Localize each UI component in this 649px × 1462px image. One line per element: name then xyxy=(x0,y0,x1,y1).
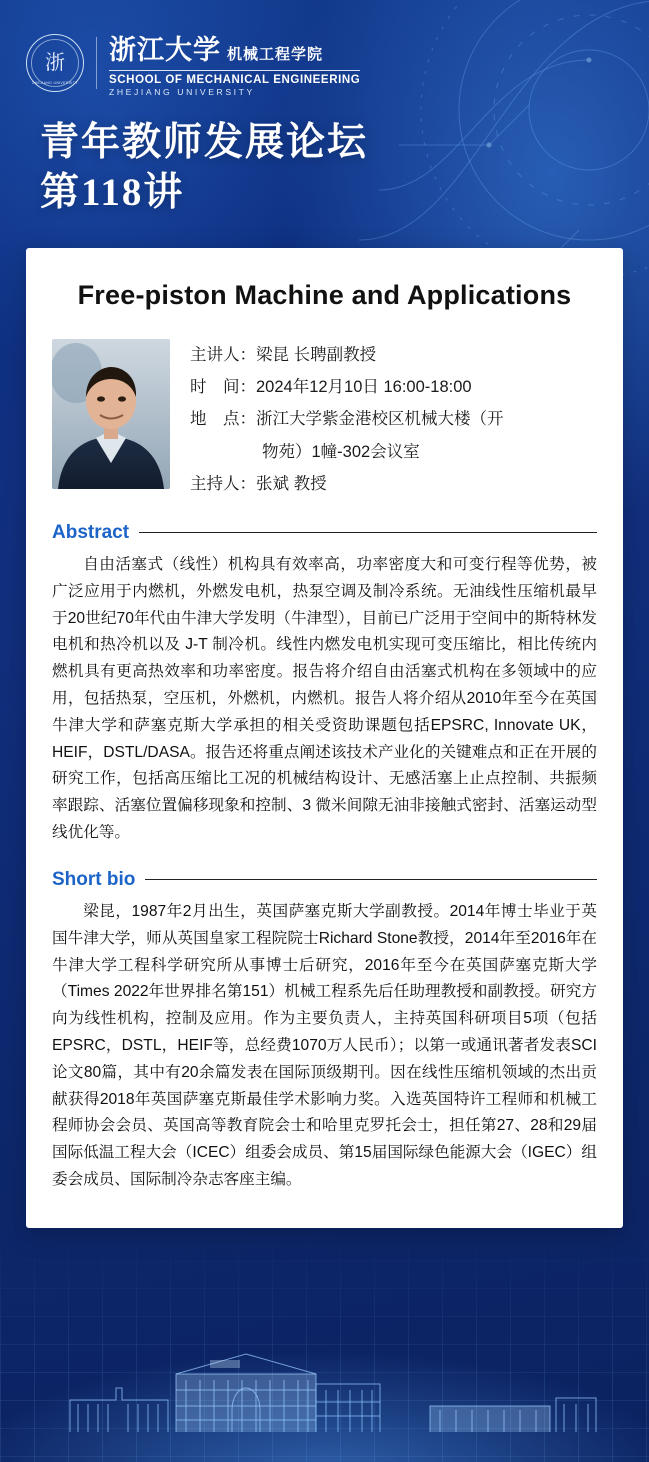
school-name-cn: 机械工程学院 xyxy=(227,46,324,63)
bottom-glow xyxy=(0,1312,649,1462)
meta-speaker xyxy=(190,339,597,371)
meta-time xyxy=(190,371,597,403)
university-logo xyxy=(26,28,360,97)
host-label: 主持人： xyxy=(190,474,256,493)
seal-ring-text: ZHEJIANG UNIVERSITY xyxy=(32,80,78,85)
talk-meta xyxy=(190,339,597,500)
university-name-en: ZHEJIANG UNIVERSITY xyxy=(109,87,255,97)
time-label: 时 间： xyxy=(190,378,256,397)
short-bio-heading: Short bio xyxy=(52,868,136,890)
meta-place xyxy=(190,403,597,435)
content-card xyxy=(26,248,623,1228)
heading-rule xyxy=(145,879,597,880)
series-title-line2: 第118讲 xyxy=(40,170,185,214)
place-label: 地 点： xyxy=(190,410,256,429)
time-value: 2024年12月10日 16:00-18:00 xyxy=(256,378,472,397)
speaker-value: 梁昆 长聘副教授 xyxy=(256,346,377,365)
place-value-line1: 浙江大学紫金港校区机械大楼（开 xyxy=(256,410,504,429)
speaker-portrait xyxy=(52,339,170,489)
talk-title: Free-piston Machine and Applications xyxy=(77,280,572,310)
section-heading-short-bio xyxy=(52,869,597,891)
speaker-info-block xyxy=(52,339,597,500)
short-bio-text: 梁昆，1987年2月出生，英国萨塞克斯大学副教授。2014年博士毕业于英国牛津大学，师从英国皇家工程院院士Richard Stone教授，2014年至2016年在牛津大学工程科学研究所从事博士后研究，2016年至今在英国萨塞克斯大学（Times 2022年世界排名第151）机械工程系先后任助理教授和副教授。研究方向为线性机构，控制及应用。作为主要负责人，主持英国科研项目5项（包括EPSRC，DSTL，HEIF等，总经费1070万人民币）；以第一或通讯著者发表SCI论文80篇，其中有20余篇发表在国际顶级期刊。因在线性压缩机领域的杰出贡献获得2018年英国萨塞克斯最佳学术影响力奖。入选英国特许工程师和机械工程师协会会员、英国高等教育院会士和哈里克罗托会士，担任第27、28和29届国际低温工程大会（ICEC）组委会成员、第15届国际绿色能源大会（IGEC）组委会成员、国际制冷杂志客座主编。 xyxy=(52,902,597,1189)
abstract-heading: Abstract xyxy=(52,521,130,543)
logo-divider xyxy=(96,37,97,89)
section-heading-abstract xyxy=(52,522,597,544)
seal-glyph: 浙 xyxy=(45,51,65,74)
meta-host xyxy=(190,468,597,500)
school-name-en: SCHOOL OF MECHANICAL ENGINEERING xyxy=(109,70,360,86)
zhejiang-university-seal-icon xyxy=(26,34,84,92)
poster-series-title xyxy=(40,118,368,218)
decorative-grid xyxy=(0,1232,649,1462)
place-value-line2: 物苑）1幢-302会议室 xyxy=(262,442,420,461)
university-name-cn: 浙江大学 xyxy=(109,35,221,65)
speaker-label: 主讲人： xyxy=(190,346,256,365)
series-title-line1: 青年教师发展论坛 xyxy=(40,121,369,164)
heading-rule xyxy=(139,532,597,533)
campus-skyline-illustration xyxy=(0,1314,649,1434)
host-value: 张斌 教授 xyxy=(256,474,327,493)
meta-place-cont xyxy=(190,436,597,468)
abstract-text: 自由活塞式（线性）机构具有效率高，功率密度大和可变行程等优势，被广泛应用于内燃机，外燃发电机，热泵空调及制冷系统。无油线性压缩机最早于20世纪70年代由牛津大学发明（牛津型），目前已广泛用于空间中的斯特林发电机和热冷机以及 J-T 制冷机。线性内燃发电机实现可变压缩比，相比传统内燃机具有更高热效率和功率密度。报告将介绍自由活塞式机构在多领域中的应用，包括热泵，空压机，外燃机，内燃机。报告人将介绍从2010年至今在英国牛津大学和萨塞克斯大学承担的相关受资助课题包括EPSRC, Innovate UK，HEIF，DSTL/DASA。报告还将重点阐述该技术产业化的关键难点和正在开展的研究工作，包括高压缩比工况的机械结构设计、无感活塞上止点控制、共振频率跟踪、活塞位置偏移现象和控制、3 微米间隙无油非接触式密封、活塞运动型线优化等。 xyxy=(52,555,597,842)
